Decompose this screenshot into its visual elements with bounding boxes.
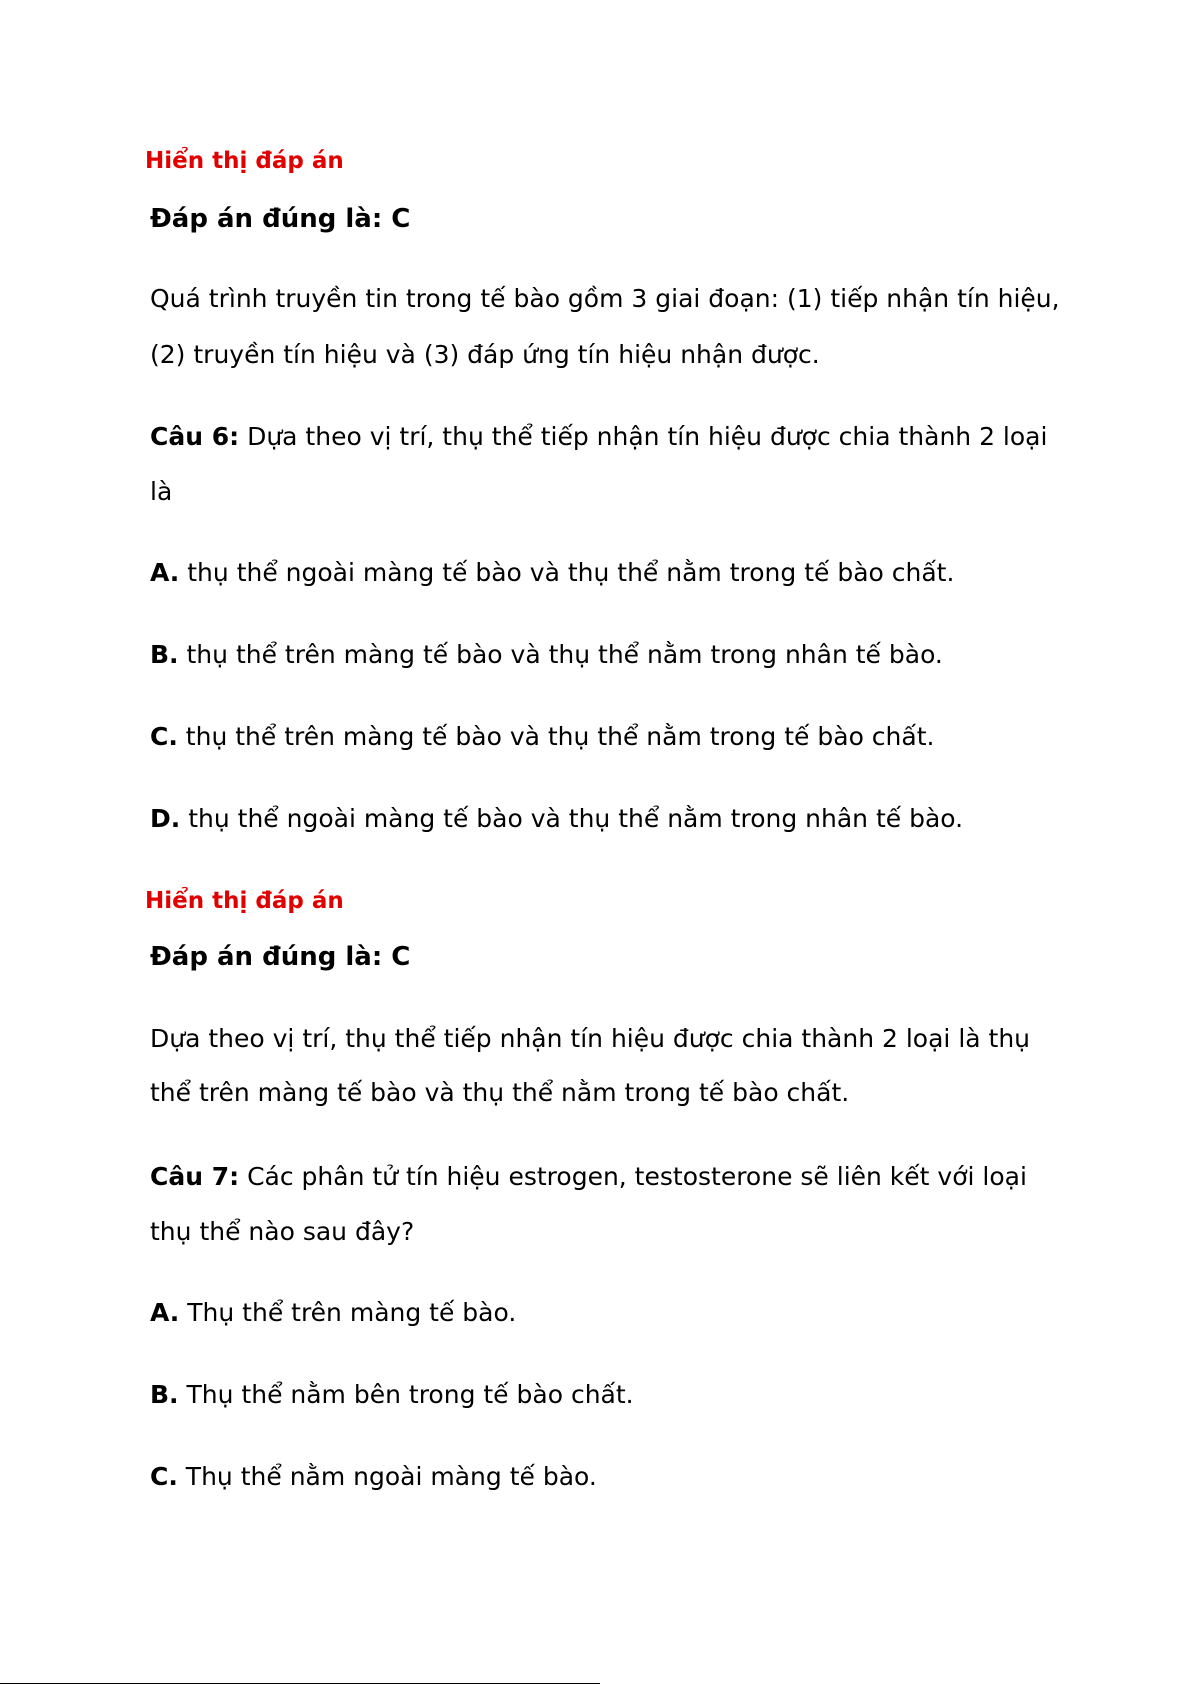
footer-divider <box>0 1683 600 1684</box>
question-7-option-a <box>150 1300 516 1325</box>
question-6-label: Câu 6: <box>150 422 240 451</box>
option-text: thụ thể trên màng tế bào và thụ thể nằm trong nhân tế bào. <box>178 640 943 669</box>
option-text: thụ thể ngoài màng tế bào và thụ thể nằm trong nhân tế bào. <box>180 804 964 833</box>
question-7-text: Các phân tử tín hiệu estrogen, testosterone sẽ liên kết với loại <box>239 1162 1027 1191</box>
option-letter: A. <box>150 1298 180 1327</box>
option-text: thụ thể ngoài màng tế bào và thụ thể nằm trong tế bào chất. <box>179 558 955 587</box>
explanation-2-line-2: thể trên màng tế bào và thụ thể nằm trong tế bào chất. <box>150 1078 850 1107</box>
option-letter: C. <box>150 722 178 751</box>
option-letter: B. <box>150 640 179 669</box>
explanation-2-line-1: Dựa theo vị trí, thụ thể tiếp nhận tín hiệu được chia thành 2 loại là thụ <box>150 1024 1031 1053</box>
option-text: Thụ thể trên màng tế bào. <box>179 1298 517 1327</box>
question-7-label: Câu 7: <box>150 1162 240 1191</box>
question-7-option-b <box>150 1382 634 1407</box>
option-text: Thụ thể nằm bên trong tế bào chất. <box>178 1380 634 1409</box>
question-6-line-1 <box>150 424 1047 449</box>
show-answer-toggle-1[interactable]: Hiển thị đáp án <box>145 148 344 174</box>
option-letter: B. <box>150 1380 179 1409</box>
question-6-option-c <box>150 724 934 749</box>
question-6-option-d <box>150 806 963 831</box>
option-letter: C. <box>150 1462 178 1491</box>
correct-answer-heading-1: Đáp án đúng là: C <box>150 204 411 234</box>
question-7-option-c <box>150 1464 597 1489</box>
option-letter: A. <box>150 558 180 587</box>
show-answer-toggle-2[interactable]: Hiển thị đáp án <box>145 888 344 914</box>
question-6-option-a <box>150 560 954 585</box>
correct-answer-heading-2: Đáp án đúng là: C <box>150 942 411 972</box>
question-6-line-2: là <box>150 477 173 506</box>
explanation-1-line-1: Quá trình truyền tin trong tế bào gồm 3 giai đoạn: (1) tiếp nhận tín hiệu, <box>150 284 1060 313</box>
question-7-line-2: thụ thể nào sau đây? <box>150 1217 415 1246</box>
option-text: thụ thể trên màng tế bào và thụ thể nằm trong tế bào chất. <box>177 722 935 751</box>
question-7-line-1 <box>150 1164 1027 1189</box>
option-text: Thụ thể nằm ngoài màng tế bào. <box>177 1462 597 1491</box>
question-6-option-b <box>150 642 943 667</box>
option-letter: D. <box>150 804 181 833</box>
question-6-text: Dựa theo vị trí, thụ thể tiếp nhận tín hiệu được chia thành 2 loại <box>239 422 1048 451</box>
explanation-1-line-2: (2) truyền tín hiệu và (3) đáp ứng tín hiệu nhận được. <box>150 340 820 369</box>
